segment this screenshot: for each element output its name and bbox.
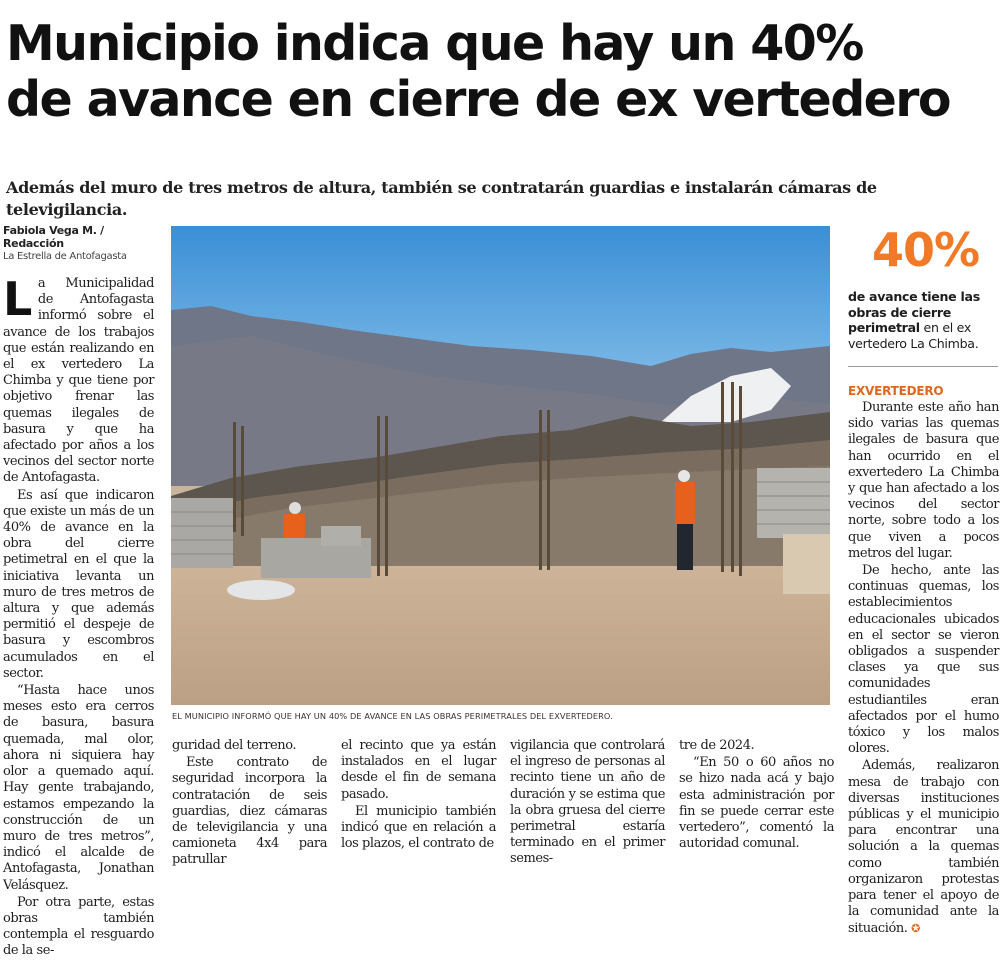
- sidebar-divider: [848, 366, 998, 367]
- stat-description: [848, 289, 998, 351]
- body-column-5: [679, 738, 834, 857]
- body-paragraph: Es así que indicaron que existe un más de un 40% de avance en la obra del cierre petimetral en el que la iniciativa levanta un muro de tres metros de altura y que además permitió el despeje de basura y escombros acumulados en el sector.: [3, 487, 154, 681]
- stat-description-bold: de avance tiene las obras de cierre perimetral: [848, 289, 980, 336]
- deck-subtitle: Además del muro de tres metros de altura, también se contratarán guardias e instalarán cámaras de televigilancia.: [6, 178, 877, 219]
- body-paragraph: La Municipalidad de Antofagasta informó sobre el avance de los trabajos que están realizando en el ex vertedero La Chimba y que tiene por objetivo frenar las quemas ilegales de basura y que ha afectado por años a los vecinos del sector norte de Antofagasta.: [3, 272, 154, 486]
- body-paragraph: el recinto que ya están instalados en el lugar desde el fin de semana pasado.: [341, 738, 496, 802]
- body-paragraph: tre de 2024.: [679, 738, 755, 753]
- body-paragraph: De hecho, ante las continuas quemas, los establecimientos educacionales ubicados en el sector se vieron obligados a suspender clases ya que sus comunidades estudiantiles eran afectados por el humo tóxico y los malos olores.: [848, 563, 999, 757]
- end-of-article-icon: ✪: [911, 921, 920, 935]
- headline: [6, 16, 996, 128]
- body-paragraph: Durante este año han sido varias las quemas ilegales de basura que han ocurrido en el exvertedero La Chimba y que han afectado a los vecinos del sector norte, sobre todo a los que viven a pocos metros del lugar.: [848, 400, 999, 561]
- stat-highlight: 40%: [872, 223, 980, 277]
- body-paragraph: guridad del terreno.: [172, 738, 297, 753]
- article-photo: [171, 226, 830, 705]
- body-paragraph: “En 50 o 60 años no se hizo nada acá y bajo esta administración por fin se puede cerrar este vertedero”, comentó la autoridad comunal.: [679, 755, 834, 852]
- body-column-3: [341, 738, 496, 857]
- body-paragraph: “Hasta hace unos meses esto era cerros de basura, basura quemada, mal olor, ahora ni siquiera hay olor a quemado aquí. Hay gente trabajando, estamos empezando la construcción de un muro de tres metros”, indicó el alcalde de Antofagasta, Jonathan Velásquez.: [3, 683, 154, 893]
- drop-cap: L: [3, 272, 32, 326]
- body-column-2: [172, 738, 327, 868]
- section-label: EXVERTEDERO: [848, 384, 944, 398]
- body-column-1: [3, 272, 154, 959]
- body-paragraph: Este contrato de seguridad incorpora la contratación de seis guardias, diez cámaras de televigilancia y una camioneta 4x4 para patrullar: [172, 755, 327, 868]
- headline-line-1: Municipio indica que hay un 40%: [6, 15, 863, 72]
- body-paragraph: Por otra parte, estas obras también contempla el resguardo de la se-: [3, 894, 154, 959]
- stat-description-rest: en el ex vertedero La Chimba.: [848, 320, 979, 351]
- body-paragraph: El municipio también indicó que en relación a los plazos, el contrato de: [341, 803, 496, 852]
- byline: [3, 224, 163, 262]
- photo-caption: EL MUNICIPIO INFORMÓ QUE HAY UN 40% DE AVANCE EN LAS OBRAS PERIMETRALES DEL EXVERTEDERO.: [172, 711, 613, 721]
- body-paragraph: vigilancia que controlará el ingreso de personas al recinto tiene un año de duración y se estima que la obra gruesa del cierre perimetral estaría terminado en el primer semes-: [510, 738, 665, 867]
- byline-outlet: La Estrella de Antofagasta: [3, 251, 127, 262]
- body-column-6: [848, 400, 999, 936]
- byline-author: Fabiola Vega M. / Redacción: [3, 224, 104, 250]
- body-column-4: [510, 738, 665, 867]
- headline-line-2: de avance en cierre de ex vertedero: [6, 71, 950, 128]
- body-paragraph: Además, realizaron mesa de trabajo con diversas instituciones públicas y el municipio para encontrar una solución a la quemas como también organizaron protestas para tener el apoyo de la comunidad ante la situación. ✪: [848, 758, 999, 936]
